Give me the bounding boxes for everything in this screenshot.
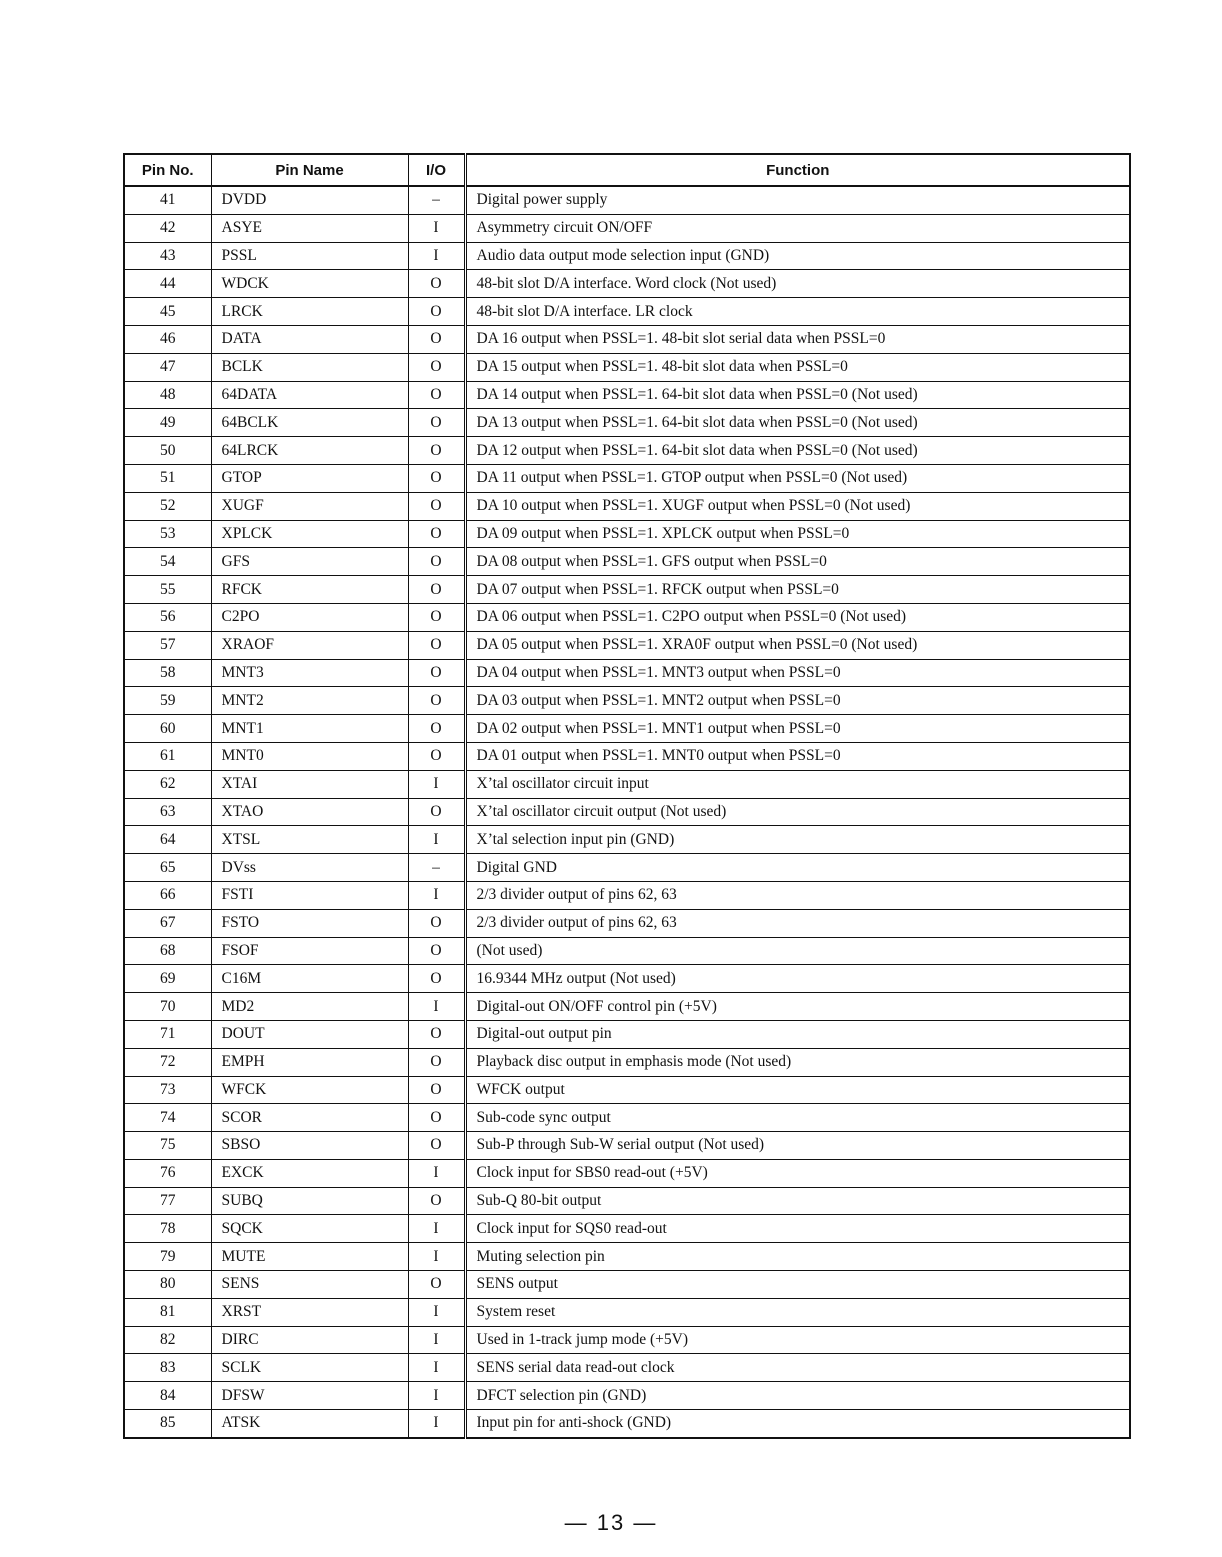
pin-name-cell: MNT2 [211,687,408,715]
pin-number-cell: 63 [124,798,211,826]
function-cell: (Not used) [465,937,1130,965]
io-cell: O [408,659,465,687]
pin-number-cell: 58 [124,659,211,687]
function-cell: 2/3 divider output of pins 62, 63 [465,881,1130,909]
table-row [124,1215,1130,1243]
function-cell: SENS serial data read-out clock [465,1354,1130,1382]
page-number: — 13 — [564,1510,658,1535]
function-cell: DA 09 output when PSSL=1. XPLCK output when PSSL=0 [465,520,1130,548]
function-cell: Sub-code sync output [465,1104,1130,1132]
table-row [124,993,1130,1021]
table-row [124,1271,1130,1299]
pin-number-cell: 76 [124,1159,211,1187]
pin-number-cell: 56 [124,603,211,631]
function-cell: Asymmetry circuit ON/OFF [465,214,1130,242]
pin-number-cell: 60 [124,715,211,743]
table-row [124,1243,1130,1271]
pin-number-cell: 50 [124,437,211,465]
pin-name-cell: RFCK [211,576,408,604]
io-cell: O [408,325,465,353]
pin-name-cell: EMPH [211,1048,408,1076]
pin-number-cell: 66 [124,881,211,909]
io-cell: O [408,548,465,576]
io-cell: O [408,937,465,965]
io-cell: O [408,965,465,993]
function-cell: DA 12 output when PSSL=1. 64-bit slot data when PSSL=0 (Not used) [465,437,1130,465]
pin-number-cell: 53 [124,520,211,548]
pin-name-cell: MNT1 [211,715,408,743]
pin-number-cell: 42 [124,214,211,242]
function-cell: Used in 1-track jump mode (+5V) [465,1326,1130,1354]
pin-name-cell: PSSL [211,242,408,270]
pin-number-cell: 67 [124,909,211,937]
table-body [124,186,1130,1438]
header-row [124,154,1130,186]
pin-name-cell: SBSO [211,1132,408,1160]
function-cell: DA 03 output when PSSL=1. MNT2 output when PSSL=0 [465,687,1130,715]
pin-name-cell: DOUT [211,1020,408,1048]
pin-number-cell: 65 [124,854,211,882]
function-cell: X’tal oscillator circuit input [465,770,1130,798]
pin-number-cell: 43 [124,242,211,270]
function-cell: Input pin for anti-shock (GND) [465,1410,1130,1438]
pin-name-cell: WFCK [211,1076,408,1104]
table-row [124,186,1130,214]
pin-name-cell: 64LRCK [211,437,408,465]
pin-number-cell: 49 [124,409,211,437]
io-cell: O [408,270,465,298]
function-cell: Digital power supply [465,186,1130,214]
io-cell: O [408,576,465,604]
pin-number-cell: 72 [124,1048,211,1076]
table-row [124,1132,1130,1160]
io-cell: O [408,631,465,659]
function-cell: Digital GND [465,854,1130,882]
table-row [124,965,1130,993]
pin-name-cell: MUTE [211,1243,408,1271]
pin-name-cell: WDCK [211,270,408,298]
pin-name-cell: FSTI [211,881,408,909]
function-cell: Digital-out ON/OFF control pin (+5V) [465,993,1130,1021]
table-row [124,1020,1130,1048]
io-cell: I [408,881,465,909]
table-row [124,270,1130,298]
pin-name-cell: C2PO [211,603,408,631]
io-cell: I [408,1215,465,1243]
pin-number-cell: 61 [124,742,211,770]
table-row [124,631,1130,659]
io-cell: O [408,464,465,492]
function-cell: SENS output [465,1271,1130,1299]
io-cell: O [408,798,465,826]
function-cell: System reset [465,1298,1130,1326]
io-cell: – [408,854,465,882]
io-cell: I [408,1382,465,1410]
header-io: I/O [408,154,465,186]
io-cell: I [408,242,465,270]
io-cell: O [408,1132,465,1160]
pin-number-cell: 77 [124,1187,211,1215]
function-cell: DA 13 output when PSSL=1. 64-bit slot data when PSSL=0 (Not used) [465,409,1130,437]
function-cell: Sub-P through Sub-W serial output (Not used) [465,1132,1130,1160]
table-row [124,937,1130,965]
table-row [124,742,1130,770]
io-cell: I [408,993,465,1021]
io-cell: O [408,715,465,743]
io-cell: I [408,1354,465,1382]
pin-name-cell: C16M [211,965,408,993]
io-cell: O [408,1020,465,1048]
io-cell: O [408,687,465,715]
table-row [124,353,1130,381]
pin-name-cell: EXCK [211,1159,408,1187]
table-row [124,1326,1130,1354]
pin-name-cell: XTAO [211,798,408,826]
function-cell: DA 04 output when PSSL=1. MNT3 output when PSSL=0 [465,659,1130,687]
io-cell: O [408,1271,465,1299]
table-row [124,1159,1130,1187]
table-row [124,881,1130,909]
table-row [124,1410,1130,1438]
table-row [124,854,1130,882]
table-row [124,298,1130,326]
io-cell: I [408,1298,465,1326]
io-cell: I [408,1243,465,1271]
pin-number-cell: 79 [124,1243,211,1271]
pin-number-cell: 54 [124,548,211,576]
function-cell: 16.9344 MHz output (Not used) [465,965,1130,993]
table-row [124,715,1130,743]
io-cell: O [408,298,465,326]
pin-number-cell: 48 [124,381,211,409]
pin-number-cell: 52 [124,492,211,520]
table-row [124,687,1130,715]
io-cell: O [408,1048,465,1076]
pin-number-cell: 81 [124,1298,211,1326]
io-cell: I [408,1410,465,1438]
io-cell: O [408,909,465,937]
pin-name-cell: DVDD [211,186,408,214]
pin-name-cell: ASYE [211,214,408,242]
function-cell: 48-bit slot D/A interface. Word clock (Not used) [465,270,1130,298]
io-cell: – [408,186,465,214]
pin-name-cell: FSOF [211,937,408,965]
pin-number-cell: 78 [124,1215,211,1243]
pin-name-cell: XPLCK [211,520,408,548]
pin-name-cell: XRST [211,1298,408,1326]
io-cell: I [408,770,465,798]
table-row [124,520,1130,548]
pin-number-cell: 69 [124,965,211,993]
function-cell: DA 06 output when PSSL=1. C2PO output when PSSL=0 (Not used) [465,603,1130,631]
table-row [124,1382,1130,1410]
pin-number-cell: 84 [124,1382,211,1410]
table-row [124,464,1130,492]
table-row [124,214,1130,242]
function-cell: X’tal oscillator circuit output (Not used) [465,798,1130,826]
pin-name-cell: BCLK [211,353,408,381]
io-cell: O [408,1104,465,1132]
table-row [124,1104,1130,1132]
table-row [124,826,1130,854]
io-cell: O [408,437,465,465]
function-cell: DA 05 output when PSSL=1. XRA0F output when PSSL=0 (Not used) [465,631,1130,659]
pin-name-cell: MD2 [211,993,408,1021]
pin-name-cell: 64DATA [211,381,408,409]
pin-number-cell: 46 [124,325,211,353]
pin-number-cell: 59 [124,687,211,715]
function-cell: DA 08 output when PSSL=1. GFS output when PSSL=0 [465,548,1130,576]
function-cell: WFCK output [465,1076,1130,1104]
io-cell: I [408,214,465,242]
pin-number-cell: 75 [124,1132,211,1160]
pin-name-cell: MNT3 [211,659,408,687]
function-cell: DA 15 output when PSSL=1. 48-bit slot data when PSSL=0 [465,353,1130,381]
table-row [124,909,1130,937]
function-cell: DA 01 output when PSSL=1. MNT0 output when PSSL=0 [465,742,1130,770]
header-pin-no: Pin No. [124,154,211,186]
pin-function-table [123,153,1131,1439]
function-cell: DFCT selection pin (GND) [465,1382,1130,1410]
function-cell: Playback disc output in emphasis mode (Not used) [465,1048,1130,1076]
header-pin-name: Pin Name [211,154,408,186]
table-row [124,1187,1130,1215]
function-cell: Digital-out output pin [465,1020,1130,1048]
pin-number-cell: 62 [124,770,211,798]
pin-name-cell: 64BCLK [211,409,408,437]
table-row [124,242,1130,270]
function-cell: Muting selection pin [465,1243,1130,1271]
io-cell: O [408,603,465,631]
pin-name-cell: XTAI [211,770,408,798]
function-cell: DA 10 output when PSSL=1. XUGF output when PSSL=0 (Not used) [465,492,1130,520]
pin-name-cell: XTSL [211,826,408,854]
io-cell: O [408,1187,465,1215]
io-cell: I [408,1326,465,1354]
io-cell: O [408,381,465,409]
pin-name-cell: ATSK [211,1410,408,1438]
pin-number-cell: 44 [124,270,211,298]
function-cell: X’tal selection input pin (GND) [465,826,1130,854]
io-cell: O [408,492,465,520]
pin-number-cell: 85 [124,1410,211,1438]
io-cell: O [408,520,465,548]
pin-name-cell: DFSW [211,1382,408,1410]
pin-number-cell: 55 [124,576,211,604]
table-row [124,798,1130,826]
pin-number-cell: 41 [124,186,211,214]
function-cell: Audio data output mode selection input (GND) [465,242,1130,270]
pin-number-cell: 73 [124,1076,211,1104]
io-cell: O [408,742,465,770]
table-row [124,437,1130,465]
pin-number-cell: 70 [124,993,211,1021]
io-cell: O [408,1076,465,1104]
pin-name-cell: DATA [211,325,408,353]
pin-name-cell: GTOP [211,464,408,492]
table-row [124,325,1130,353]
io-cell: O [408,409,465,437]
pin-number-cell: 80 [124,1271,211,1299]
function-cell: DA 02 output when PSSL=1. MNT1 output when PSSL=0 [465,715,1130,743]
function-cell: 2/3 divider output of pins 62, 63 [465,909,1130,937]
table-row [124,1076,1130,1104]
pin-number-cell: 82 [124,1326,211,1354]
function-cell: DA 14 output when PSSL=1. 64-bit slot data when PSSL=0 (Not used) [465,381,1130,409]
table-row [124,603,1130,631]
function-cell: DA 11 output when PSSL=1. GTOP output when PSSL=0 (Not used) [465,464,1130,492]
pin-name-cell: SQCK [211,1215,408,1243]
function-cell: Sub-Q 80-bit output [465,1187,1130,1215]
table-row [124,1048,1130,1076]
pin-number-cell: 74 [124,1104,211,1132]
pin-name-cell: DIRC [211,1326,408,1354]
pin-name-cell: XUGF [211,492,408,520]
table-row [124,381,1130,409]
pin-name-cell: GFS [211,548,408,576]
table-header [124,154,1130,186]
pin-number-cell: 71 [124,1020,211,1048]
table-row [124,770,1130,798]
pin-name-cell: MNT0 [211,742,408,770]
io-cell: O [408,353,465,381]
pin-name-cell: LRCK [211,298,408,326]
pin-number-cell: 45 [124,298,211,326]
function-cell: DA 16 output when PSSL=1. 48-bit slot serial data when PSSL=0 [465,325,1130,353]
pin-name-cell: FSTO [211,909,408,937]
table-row [124,548,1130,576]
table-row [124,492,1130,520]
pin-number-cell: 57 [124,631,211,659]
pin-name-cell: SCLK [211,1354,408,1382]
table-row [124,1298,1130,1326]
table-row [124,1354,1130,1382]
function-cell: Clock input for SBS0 read-out (+5V) [465,1159,1130,1187]
table-row [124,659,1130,687]
pin-number-cell: 83 [124,1354,211,1382]
pin-number-cell: 51 [124,464,211,492]
function-cell: 48-bit slot D/A interface. LR clock [465,298,1130,326]
pin-name-cell: DVss [211,854,408,882]
pin-name-cell: SENS [211,1271,408,1299]
pin-number-cell: 68 [124,937,211,965]
pin-number-cell: 64 [124,826,211,854]
io-cell: I [408,826,465,854]
io-cell: I [408,1159,465,1187]
table-row [124,409,1130,437]
table-row [124,576,1130,604]
pin-number-cell: 47 [124,353,211,381]
pin-name-cell: SUBQ [211,1187,408,1215]
pin-name-cell: XRAOF [211,631,408,659]
function-cell: Clock input for SQS0 read-out [465,1215,1130,1243]
header-function: Function [465,154,1130,186]
pin-name-cell: SCOR [211,1104,408,1132]
function-cell: DA 07 output when PSSL=1. RFCK output when PSSL=0 [465,576,1130,604]
